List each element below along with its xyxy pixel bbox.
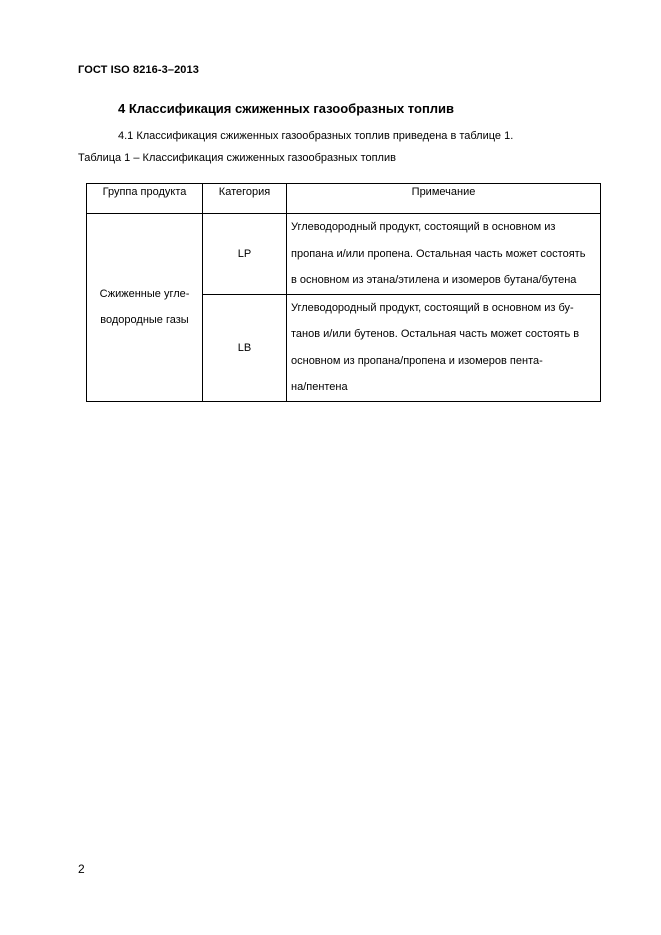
note-line: пропана и/или пропена. Остальная часть может состоять [291, 247, 586, 260]
note-cell [287, 294, 601, 401]
note-cell [287, 214, 601, 295]
page-number: 2 [78, 862, 85, 876]
table-header-row [87, 184, 601, 214]
note-line: Углеводородный продукт, состоящий в основном из бу- [291, 301, 574, 314]
header-product-group: Группа продукта [87, 184, 203, 214]
note-line: в основном из этана/этилена и изомеров бутана/бутена [291, 274, 577, 286]
product-group-line: водородные газы [100, 314, 189, 327]
note-line: Углеводородный продукт, состоящий в основном из [291, 221, 556, 233]
classification-table [86, 183, 601, 402]
product-group-line: Сжиженные угле- [99, 288, 190, 301]
category-cell: LP [203, 214, 287, 295]
note-line: основном из пропана/пропена и изомеров пента- [291, 354, 543, 367]
table-row [87, 214, 601, 295]
header-note: Примечание [287, 184, 601, 214]
header-category: Категория [203, 184, 287, 214]
note-line: танов и/или бутенов. Остальная часть может состоять в [291, 328, 580, 340]
document-header: ГОСТ ISO 8216-3–2013 [78, 64, 199, 76]
product-group-cell [87, 214, 203, 402]
note-line: на/пентена [291, 381, 348, 393]
section-title: 4 Классификация сжиженных газообразных топлив [118, 101, 455, 116]
category-cell: LB [203, 294, 287, 401]
table-caption: Таблица 1 – Классификация сжиженных газообразных топлив [78, 152, 396, 164]
section-paragraph: 4.1 Классификация сжиженных газообразных топлив приведена в таблице 1. [118, 130, 514, 142]
